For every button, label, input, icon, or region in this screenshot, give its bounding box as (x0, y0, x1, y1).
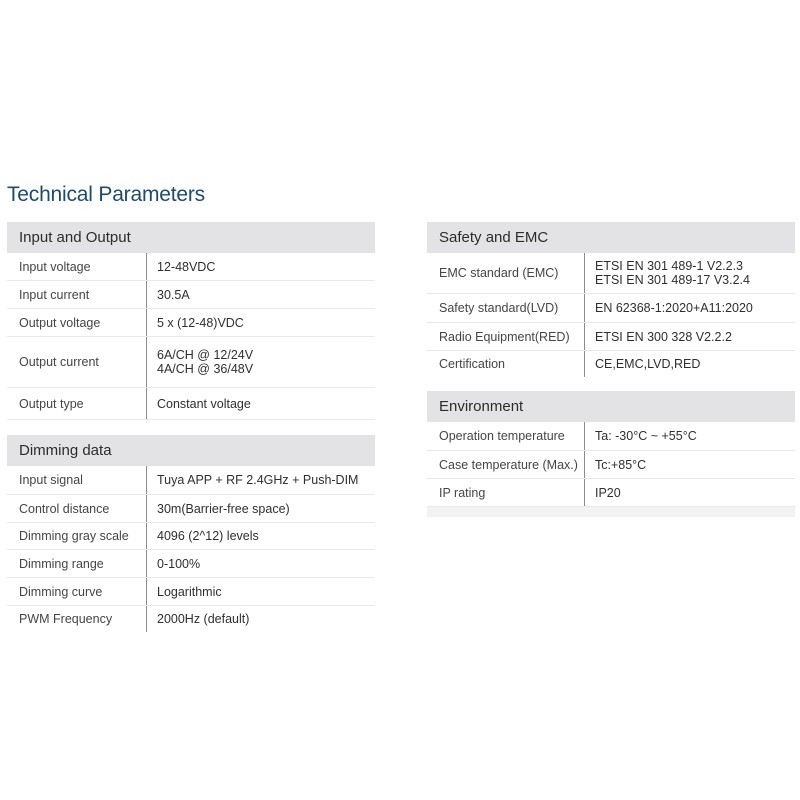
row-label: Input signal (19, 473, 83, 487)
safety-emc-header: Safety and EMC (427, 222, 795, 253)
table-row (7, 388, 375, 420)
row-value (146, 281, 375, 308)
row-label: Radio Equipment(RED) (439, 329, 570, 344)
row-label: IP rating (439, 485, 486, 500)
row-value (146, 309, 375, 336)
environment-header: Environment (427, 391, 795, 422)
row-value (146, 606, 375, 632)
row-value (584, 351, 795, 377)
table-row (7, 466, 375, 495)
table-row (7, 337, 375, 388)
row-value (146, 337, 375, 387)
value-line: 5 x (12-48)VDC (157, 315, 244, 330)
table-row (427, 323, 795, 351)
table-row (427, 479, 795, 507)
value-line: 12-48VDC (157, 259, 216, 274)
row-value (146, 578, 375, 605)
row-value (584, 479, 795, 506)
row-label: Safety standard(LVD) (439, 301, 559, 315)
row-label: Operation temperature (439, 429, 565, 443)
table-row (7, 253, 375, 281)
input-output-table (7, 222, 375, 420)
value-line: IP20 (595, 485, 621, 500)
table-row (7, 495, 375, 523)
table-row (7, 606, 375, 632)
value-line: 4096 (2^12) levels (157, 529, 259, 543)
value-line: 30.5A (157, 287, 190, 302)
table-row (7, 523, 375, 550)
row-label: Dimming curve (19, 584, 103, 599)
value-line: 4A/CH @ 36/48V (157, 362, 254, 376)
row-label: Dimming range (19, 556, 104, 571)
value-line: Tuya APP + RF 2.4GHz + Push-DIM (157, 473, 359, 487)
row-label: Control distance (19, 501, 110, 516)
value-line: Tc:+85°C (595, 457, 647, 472)
dimming-data-table (7, 435, 375, 632)
row-value (146, 253, 375, 280)
row-label: Input voltage (19, 259, 91, 274)
value-line: CE,EMC,LVD,RED (595, 357, 701, 371)
safety-emc-table (427, 222, 795, 377)
row-value (584, 323, 795, 350)
value-line: EN 62368-1:2020+A11:2020 (595, 301, 753, 315)
table-row (7, 578, 375, 606)
row-value (146, 495, 375, 522)
row-value (146, 466, 375, 494)
value-line: ETSI EN 300 328 V2.2.2 (595, 329, 732, 344)
value-line: Ta: -30°C ~ +55°C (595, 429, 697, 443)
value-line: ETSI EN 301 489-1 V2.2.3 (595, 259, 744, 273)
table-row (427, 253, 795, 294)
row-label: Input current (19, 287, 90, 302)
table-row (7, 281, 375, 309)
table-footer-strip (427, 507, 795, 517)
table-row (7, 309, 375, 337)
row-label: Certification (439, 357, 505, 371)
row-label: Output current (19, 355, 99, 369)
row-label: EMC standard (EMC) (439, 266, 559, 280)
value-line: 0-100% (157, 556, 201, 571)
value-line: 6A/CH @ 12/24V (157, 348, 254, 362)
table-row (427, 351, 795, 377)
input-output-header: Input and Output (7, 222, 375, 253)
dimming-data-header: Dimming data (7, 435, 375, 466)
row-value (584, 451, 795, 478)
value-line: Constant voltage (157, 396, 251, 411)
row-label: Case temperature (Max.) (439, 457, 578, 472)
row-label: PWM Frequency (19, 612, 113, 626)
row-value (146, 523, 375, 549)
value-line: 2000Hz (default) (157, 612, 250, 626)
table-row (427, 294, 795, 323)
value-line: Logarithmic (157, 584, 222, 599)
row-value (584, 294, 795, 322)
row-label: Output type (19, 396, 84, 411)
row-value (146, 550, 375, 577)
environment-table (427, 391, 795, 517)
page-title: Technical Parameters (7, 183, 205, 206)
row-value (146, 388, 375, 419)
table-row (7, 550, 375, 578)
value-line: ETSI EN 301 489-17 V3.2.4 (595, 273, 750, 287)
row-value (584, 253, 795, 293)
row-value (584, 422, 795, 450)
table-row (427, 451, 795, 479)
table-row (427, 422, 795, 451)
row-label: Output voltage (19, 315, 101, 330)
row-label: Dimming gray scale (19, 529, 129, 543)
value-line: 30m(Barrier-free space) (157, 501, 290, 516)
